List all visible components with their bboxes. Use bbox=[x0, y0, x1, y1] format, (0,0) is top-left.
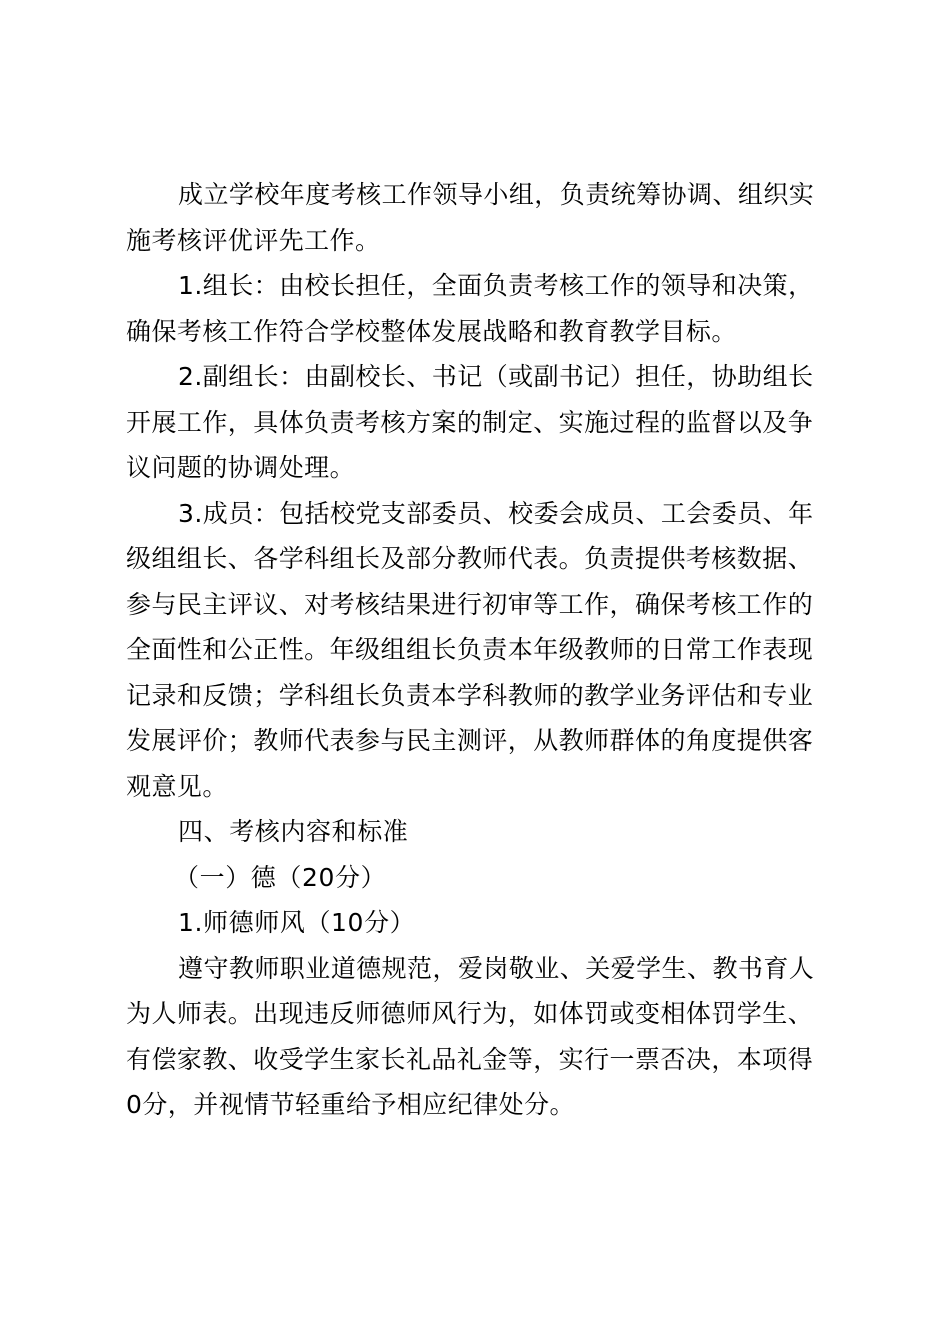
paragraph-group-leader bbox=[126, 263, 834, 354]
text-line: 参与民主评议、对考核结果进行初审等工作，确保考核工作的 bbox=[126, 589, 814, 619]
text-line: 成立学校年度考核工作领导小组，负责统筹协调、组织实 bbox=[178, 180, 815, 209]
text-line: 级组组长、各学科组长及部分教师代表。负责提供考核数据、 bbox=[126, 544, 814, 573]
paragraph-members bbox=[126, 491, 834, 810]
text-line: 1.组长：由校长担任，全面负责考核工作的领导和决策， bbox=[178, 271, 814, 300]
item-heading: 1.师德师风（10分） bbox=[178, 908, 416, 937]
text-line: 有偿家教、收受学生家长礼品礼金等，实行一票否决，本项得 bbox=[126, 1044, 814, 1074]
paragraph-ethics bbox=[126, 946, 834, 1128]
text-line: 议问题的协调处理。 bbox=[126, 453, 356, 482]
text-line: 0分，并视情节轻重给予相应纪律处分。 bbox=[126, 1090, 576, 1119]
text-line: 为人师表。出现违反师德师风行为，如体罚或变相体罚学生、 bbox=[126, 999, 814, 1028]
section-heading: 四、考核内容和标准 bbox=[178, 817, 409, 846]
text-line: 确保考核工作符合学校整体发展战略和教育教学目标。 bbox=[126, 316, 737, 346]
document-page bbox=[126, 172, 834, 1128]
text-line: 记录和反馈；学科组长负责本学科教师的教学业务评估和专业 bbox=[126, 680, 814, 710]
text-line: 遵守教师职业道德规范，爱岗敬业、关爱学生、教书育人 bbox=[178, 953, 815, 983]
paragraph-leadership-group bbox=[126, 172, 834, 263]
text-line: 发展评价；教师代表参与民主测评，从教师群体的角度提供客 bbox=[126, 726, 814, 755]
text-line: 全面性和公正性。年级组组长负责本年级教师的日常工作表现 bbox=[126, 635, 814, 664]
text-line: 观意见。 bbox=[126, 771, 228, 801]
text-line: 2.副组长：由副校长、书记（或副书记）担任，协助组长 bbox=[178, 362, 814, 391]
paragraph-deputy-leader bbox=[126, 354, 834, 491]
subsection-heading: （一）德（20分） bbox=[174, 862, 387, 892]
text-line: 开展工作，具体负责考核方案的制定、实施过程的监督以及争 bbox=[126, 407, 814, 437]
text-line: 3.成员：包括校党支部委员、校委会成员、工会委员、年 bbox=[178, 498, 814, 528]
text-line: 施考核评优评先工作。 bbox=[126, 225, 381, 255]
